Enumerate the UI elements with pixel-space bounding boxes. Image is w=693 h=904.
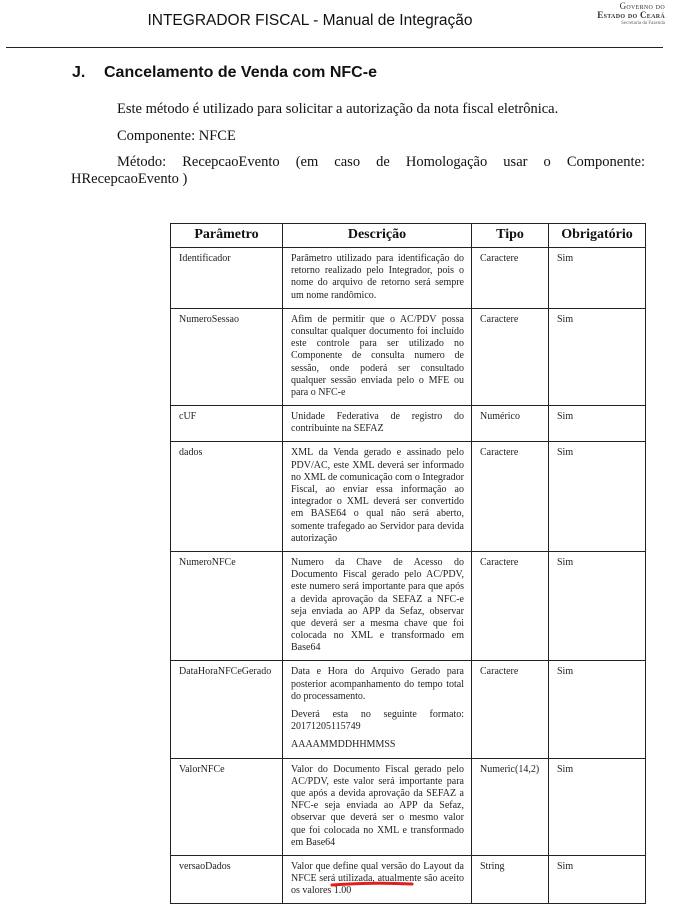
- table-row: [171, 442, 646, 552]
- cell-descricao: [283, 661, 472, 758]
- method-description: Este método é utilizado para solicitar a autorização da nota fiscal eletrônica.: [117, 101, 559, 117]
- cell-obrigatorio: Sim: [549, 442, 646, 552]
- table-row: [171, 248, 646, 309]
- description-paragraph: Numero da Chave de Acesso do Documento Fiscal gerado pelo AC/PDV, este numero será importante para que após a devida aprovação da SEFAZ a NFC-e seja enviada ao APP da Sefaz, observar que deverá ser a mesma chave que foi colocada no XML e transformado em Base64: [291, 556, 464, 654]
- cell-parametro: Identificador: [171, 248, 283, 309]
- component-line: Componente: NFCE: [117, 128, 236, 144]
- description-paragraph: Deverá esta no seguinte formato: 20171205115749: [291, 709, 464, 733]
- cell-parametro: cUF: [171, 406, 283, 442]
- section-letter: J.: [72, 64, 86, 81]
- header-tipo: Tipo: [472, 224, 549, 248]
- cell-parametro: NumeroSessao: [171, 308, 283, 405]
- cell-obrigatorio: Sim: [549, 551, 646, 661]
- cell-obrigatorio: Sim: [549, 661, 646, 758]
- header-divider: [6, 47, 663, 48]
- table-row: [171, 758, 646, 855]
- cell-descricao: [283, 758, 472, 855]
- cell-tipo: Caractere: [472, 661, 549, 758]
- red-underline-annotation: [330, 880, 414, 888]
- logo-line-2: Estado do Ceará: [597, 10, 665, 21]
- cell-tipo: Numeric(14,2): [472, 758, 549, 855]
- cell-obrigatorio: Sim: [549, 308, 646, 405]
- logo-line-3: Secretaria da Fazenda: [621, 20, 665, 26]
- header-descricao: Descrição: [283, 224, 472, 248]
- cell-tipo: Caractere: [472, 308, 549, 405]
- method-line: Método: RecepcaoEvento (em caso de Homologação usar o Componente: HRecepcaoEvento ): [71, 154, 645, 188]
- cell-tipo: String: [472, 855, 549, 904]
- cell-obrigatorio: Sim: [549, 406, 646, 442]
- government-logo: [575, 2, 665, 26]
- description-paragraph: AAAAMMDDHHMMSS: [291, 739, 396, 751]
- description-paragraph: Parâmetro utilizado para identificação do retorno realizado pelo Integrador, pois o nome do arquivo de retorno será sempre um nome randômico.: [291, 253, 464, 301]
- description-paragraph: Afim de permitir que o AC/PDV possa consultar qualquer documento foi incluído este controle para ser utilizado no Componente de consulta numero de sessão, onde poderá ser consultado qualquer sessão enviada pelo o MFE ou para o NFC-e: [291, 313, 464, 398]
- cell-descricao: [283, 248, 472, 309]
- cell-obrigatorio: Sim: [549, 758, 646, 855]
- cell-parametro: NumeroNFCe: [171, 551, 283, 661]
- cell-tipo: Numérico: [472, 406, 549, 442]
- logo-line-1: Governo do: [619, 1, 665, 11]
- table-header-row: [171, 224, 646, 248]
- description-paragraph: Valor do Documento Fiscal gerado pelo AC/PDV, este valor será importante para que após a devida aprovação da SEFAZ a NFC-e seja enviada ao APP da Sefaz, observar que deverá ser o mesmo valor que foi colocada no XML e transformado em Base64: [291, 763, 464, 848]
- table-row: [171, 661, 646, 758]
- cell-obrigatorio: Sim: [549, 855, 646, 904]
- table-body: [171, 248, 646, 904]
- description-paragraph: XML da Venda gerado e assinado pelo PDV/AC, este XML deverá ser informado no XML de comunicação com o Integrador Fiscal, ao enviar essa informação ao integrador o XML deverá ser convertido em BASE64 o qual não será aberto, somente trafegado ao Servidor para devida autorização: [291, 447, 464, 544]
- document-header-title: INTEGRADOR FISCAL - Manual de Integração: [147, 12, 473, 29]
- cell-obrigatorio: Sim: [549, 248, 646, 309]
- cell-parametro: dados: [171, 442, 283, 552]
- cell-descricao: [283, 406, 472, 442]
- cell-descricao: [283, 442, 472, 552]
- cell-tipo: Caractere: [472, 442, 549, 552]
- description-paragraph: Valor que define qual versão do Layout da NFCE será utilizada, atualmente são aceito os valores 1.00: [291, 860, 464, 897]
- cell-tipo: Caractere: [472, 551, 549, 661]
- header-obrigatorio: Obrigatório: [549, 224, 646, 248]
- table-row: [171, 551, 646, 661]
- red-underline-stroke: [332, 883, 412, 885]
- cell-tipo: Caractere: [472, 248, 549, 309]
- cell-descricao: [283, 551, 472, 661]
- cell-parametro: versaoDados: [171, 855, 283, 904]
- section-title: Cancelamento de Venda com NFC-e: [104, 64, 377, 81]
- header-parametro: Parâmetro: [171, 224, 283, 248]
- description-paragraph: Unidade Federativa de registro do contribuinte na SEFAZ: [291, 411, 464, 435]
- table-row: [171, 406, 646, 442]
- parameters-table: [170, 223, 646, 904]
- section-heading: [72, 64, 377, 82]
- cell-descricao: [283, 308, 472, 405]
- cell-parametro: ValorNFCe: [171, 758, 283, 855]
- cell-parametro: DataHoraNFCeGerado: [171, 661, 283, 758]
- table-row: [171, 308, 646, 405]
- description-paragraph: Data e Hora do Arquivo Gerado para posterior acompanhamento do tempo total do processamento.: [291, 666, 464, 702]
